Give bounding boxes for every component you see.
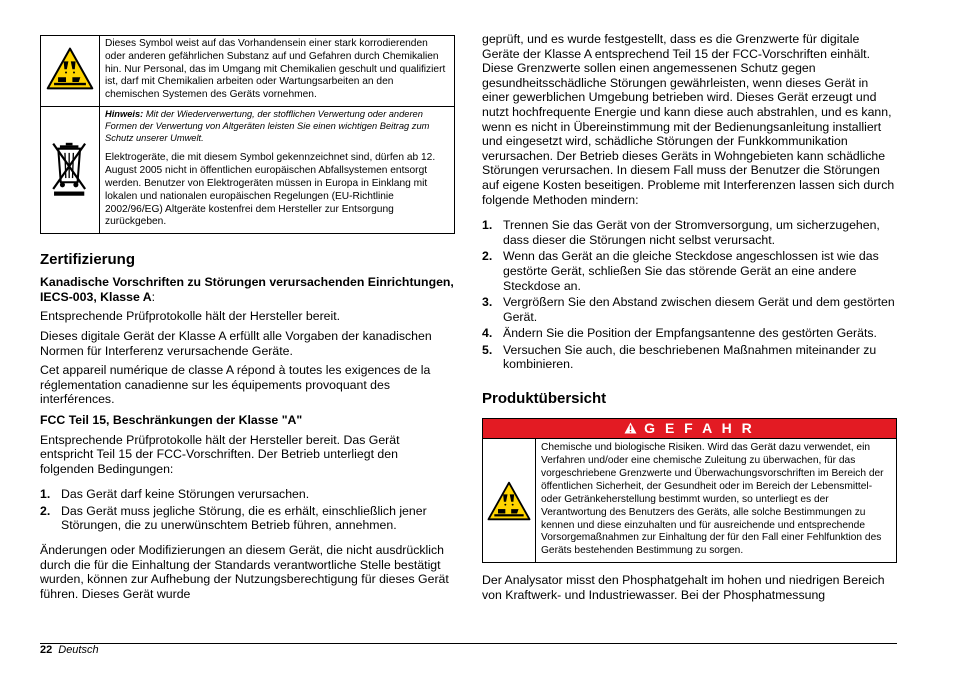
canada-heading-text: Kanadische Vorschriften zu Störungen verursachenden Einrichtungen, IECS-003, Klasse A — [40, 275, 454, 304]
canada-p2: Dieses digitale Gerät der Klasse A erfüllt alle Vorgaben der kanadischen Normen für Interferenz verursachende Geräte. — [40, 328, 432, 358]
list-item-number: 5. — [482, 342, 493, 357]
crossed-bin-icon — [49, 138, 91, 198]
list-item-text: Versuchen Sie auch, die beschriebenen Maßnahmen miteinander zu kombinieren. — [503, 342, 877, 372]
page-number: 22 — [40, 644, 53, 656]
fcc-conditions-list — [40, 487, 455, 533]
weee-symbol-cell — [100, 106, 455, 233]
footer-language: Deutsch — [58, 644, 99, 656]
list-item-text: Das Gerät muss jegliche Störung, die es erhält, einschließlich jener Störungen, die zu unerwünschtem Betrieb führen, annehmen. — [61, 503, 427, 533]
weee-text: Elektrogeräte, die mit diesem Symbol gekennzeichnet sind, dürfen ab 12. August 2005 nicht in öffentlichen europäischen Abfallsystemen entsorgt werden. Benutzer von Elektrogeräten müssen in Europa in Einklang mit lokalen und nationalen europäischen Regelungen (EU-Richtlinie 2002/96/EG) Altgeräte kostenfrei dem Hersteller zur Entsorgung zurückgeben. — [105, 152, 436, 228]
weee-note-text: Mit der Wiederverwertung, der stofflichen Verwertung oder anderen Formen der Verwertung von Altgeräten leisten Sie einen wichtigen Beitrag zum Schutz unserer Umwelt. — [105, 108, 430, 143]
chemical-symbol-row — [41, 36, 455, 107]
fcc-heading: FCC Teil 15, Beschränkungen der Klasse "A" — [40, 412, 303, 427]
weee-icon-cell — [41, 106, 100, 233]
list-item — [482, 343, 897, 372]
canada-heading-colon: : — [151, 289, 156, 304]
list-item-number: 2. — [40, 503, 51, 518]
danger-icon-cell — [483, 439, 536, 562]
list-item — [482, 218, 897, 247]
list-item — [482, 295, 897, 324]
footer-divider — [40, 643, 897, 644]
weee-note — [105, 109, 449, 144]
list-item — [482, 326, 897, 341]
list-item — [482, 249, 897, 293]
produktuebersicht-heading: Produktübersicht — [482, 390, 607, 408]
list-item-number: 1. — [40, 487, 51, 502]
list-item-text: Vergrößern Sie den Abstand zwischen diesem Gerät und dem gestörten Gerät. — [503, 295, 895, 324]
fcc-continued-text: geprüft, und es wurde festgestellt, dass es die Grenzwerte für digitale Geräte der Klasse A entsprechend Teil 15 der FCC-Vorschriften einhält. Diese Grenzwerte sollen einen angemessenen Schutz gegen gesundheitsschädliche Störungen gewährleisten, wenn dieses Gerät in einer gewerblichen Umgebung betrieben wird. Dieses Gerät erzeugt und nutzt hochfrequente Energie und kann diese auch abstrahlen, und es kann, wenn es nicht in Übereinstimmung mit der Bedienungsanleitung installiert und eingesetzt wird, schädliche Störungen der Funkkommunikation verursachen. Der Betrieb dieses Geräts in Wohngebieten kann schädliche Störungen verursachen. In diesem Fall muss der Benutzer die Störungen auf eigene Kosten beseitigen. Probleme mit Interferenzen lassen sich durch folgende Methoden mindern: — [482, 32, 895, 207]
interference-steps-list — [482, 218, 897, 372]
canada-p3: Cet appareil numérique de classe A répond à toutes les exigences de la réglementation canadienne sur les équipements provoquant des interférences. — [40, 363, 431, 407]
chemical-icon-cell — [41, 36, 100, 107]
zertifizierung-heading: Zertifizierung — [40, 251, 136, 269]
list-item-text: Wenn das Gerät an die gleiche Steckdose angeschlossen ist wie das gestörte Gerät, schließen Sie das störende Gerät an eine andere Steckdose an. — [503, 249, 879, 293]
left-column — [40, 35, 455, 601]
danger-header — [483, 419, 896, 438]
warning-triangle-icon — [624, 422, 637, 434]
list-item-number: 2. — [482, 249, 493, 264]
list-item-number: 4. — [482, 326, 493, 341]
fcc-p2: Änderungen oder Modifizierungen an diesem Gerät, die nicht ausdrücklich durch die für die Einhaltung der Standards verantwortliche Stelle bestätigt wurden, können zur Aufhebung der Nutzungsberechtigung für dieses Gerät führen. Dieses Gerät wurde — [40, 543, 449, 601]
weee-symbol-row — [41, 106, 455, 233]
canada-p1: Entsprechende Prüfprotokolle hält der Hersteller bereit. — [40, 309, 341, 324]
page-footer — [40, 644, 99, 657]
list-item-text: Trennen Sie das Gerät von der Stromversorgung, um sicherzugehen, dass dieser die Störungen nicht selbst verursacht. — [503, 218, 880, 247]
symbol-table — [40, 35, 455, 234]
list-item — [40, 487, 455, 502]
list-item-number: 1. — [482, 218, 493, 233]
list-item-text: Ändern Sie die Position der Empfangsantenne des gestörten Geräts. — [503, 326, 877, 341]
danger-body — [483, 438, 896, 562]
corrosive-warning-icon — [487, 481, 531, 521]
list-item-number: 3. — [482, 295, 493, 310]
list-item-text: Das Gerät darf keine Störungen verursachen. — [61, 487, 310, 502]
fcc-p1: Entsprechende Prüfprotokolle hält der Hersteller bereit. Das Gerät entspricht Teil 15 der FCC-Vorschriften. Der Betrieb unterliegt den folgenden Bedingungen: — [40, 432, 400, 476]
list-item — [40, 504, 455, 533]
corrosive-warning-icon — [46, 47, 94, 90]
analyzer-intro-text: Der Analysator misst den Phosphatgehalt im hohen und niedrigen Bereich von Kraftwerk- und Industriewasser. Bei der Phosphatmessung — [482, 573, 885, 602]
right-column — [482, 32, 897, 602]
danger-box — [482, 418, 897, 563]
danger-label: G E F A H R — [644, 420, 755, 437]
weee-note-label: Hinweis: — [105, 108, 144, 119]
danger-text: Chemische und biologische Risiken. Wird das Gerät dazu verwendet, ein Verfahren und/oder eine chemische Zuleitung zu überwachen, für das vorgeschriebene Grenzwerte und Überwachungsvorschriften im Bereich der öffentlichen Sicherheit, der Gesundheit oder im Bereich der Lebensmittel- oder Getränkeherstellung bestimmt wurden, so unterliegt es der Verantwortung des Benutzers des Geräts, alle solche Bestimmungen zu kennen und diese einzuhalten und für ausreichende und entsprechende Vorsorgemaßnahmen zur Einhaltung der für den Fall einer Fehlfunktion des Geräts bestehenden Bestimmung zu sorgen. — [541, 442, 884, 557]
chemical-symbol-text: Dieses Symbol weist auf das Vorhandensein einer stark korrodierenden oder anderen gefährlichen Substanz auf und Gefahren durch Chemikalien hin. Nur Personal, das im Umgang mit Chemikalien geschult und qualifiziert ist, darf mit Chemikalien arbeiten oder Wartungsarbeiten an den chemischen Systemen des Geräts vornehmen. — [100, 36, 455, 107]
canada-heading — [40, 275, 455, 304]
